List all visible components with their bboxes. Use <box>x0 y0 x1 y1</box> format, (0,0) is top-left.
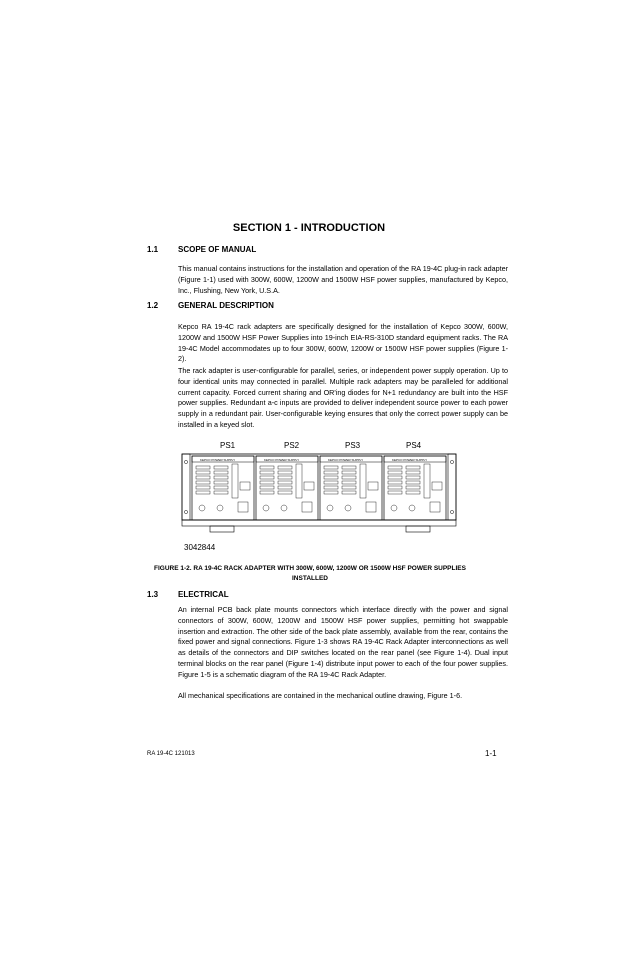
page-number: 1-1 <box>485 749 497 758</box>
figure-label-ps4: PS4 <box>406 441 422 450</box>
rack-adapter-drawing <box>180 452 460 542</box>
figure-label-ps1: PS1 <box>220 441 236 450</box>
section-title: SCOPE OF MANUAL <box>178 245 257 254</box>
figure-label-ps3: PS3 <box>345 441 361 450</box>
page-title: SECTION 1 - INTRODUCTION <box>232 222 386 234</box>
section-number: 1.3 <box>147 590 159 599</box>
section-title: GENERAL DESCRIPTION <box>178 301 274 310</box>
figure-caption-line: INSTALLED <box>292 575 328 582</box>
module-text: KEPCO POWER SUPPLY <box>264 458 300 462</box>
footer-doc-id: RA 19-4C 121013 <box>147 751 195 757</box>
section-number: 1.1 <box>147 245 159 254</box>
figure-caption <box>140 564 480 584</box>
ps-module-4 <box>384 456 446 520</box>
paragraph: All mechanical specifications are contained in the mechanical outline drawing, Figure 1-6. <box>178 691 463 700</box>
module-text: KEPCO POWER SUPPLY <box>200 458 236 462</box>
module-text: KEPCO POWER SUPPLY <box>392 458 428 462</box>
paragraph: An internal PCB back plate mounts connectors which interface directly with the power and signal connectors of 300W, 600W, 1200W and 1500W HSF power supplies, permitting hot swappable insertion and extraction. The other side of the back plate assembly, available from the rear, contains the fixed power and signal connections. Figure 1-3 shows RA 19-4C Rack Adapter interconnections as well as details of the connectors and DIP switches located on the rear panel (see Figure 1-4). Dual input terminal blocks on the rear panel (Figure 1-4) distribute input power to each of the four power supplies. Figure 1-5 is a schematic diagram of the RA 19-4C Rack Adapter. <box>178 605 508 679</box>
section-title: ELECTRICAL <box>178 590 229 599</box>
paragraph: The rack adapter is user-configurable for parallel, series, or independent power supply operation. Up to four identical units may connected in parallel. Multiple rack adapters may be paralleled for additional current capacity. Forced current sharing and OR'ing diodes for N+1 redundancy are built into the HSF power supplies. Redundant a-c inputs are provided to deliver independent source power to each power supply in a redundant pair. User-configurable keying ensures that only the correct power supply can be installed in a keyed slot. <box>178 366 508 429</box>
figure-label-ps2: PS2 <box>284 441 300 450</box>
drawing-number: 3042844 <box>184 543 216 552</box>
module-text: KEPCO POWER SUPPLY <box>328 458 364 462</box>
ps-module-3 <box>320 456 382 520</box>
paragraph: Kepco RA 19-4C rack adapters are specifically designed for the installation of Kepco 300W, 600W, 1200W and 1500W HSF Power Supplies into 19-inch EIA-RS-310D standard equipment racks. The RA 19-4C Model accommodates up to four 300W, 600W, 1200W or 1500W HSF power supplies (Figure 1-2). <box>178 322 508 364</box>
ps-module-2 <box>256 456 318 520</box>
paragraph: This manual contains instructions for the installation and operation of the RA 19-4C plug-in rack adapter (Figure 1-1) used with 300W, 600W, 1200W and 1500W HSF power supplies, manufactured by Kepco, Inc., Flushing, New York, U.S.A. <box>178 264 508 295</box>
figure-caption-line: FIGURE 1-2. RA 19-4C RACK ADAPTER WITH 300W, 600W, 1200W OR 1500W HSF POWER SUPPLIES <box>154 565 466 572</box>
section-number: 1.2 <box>147 301 159 310</box>
ps-module-1 <box>192 456 254 520</box>
